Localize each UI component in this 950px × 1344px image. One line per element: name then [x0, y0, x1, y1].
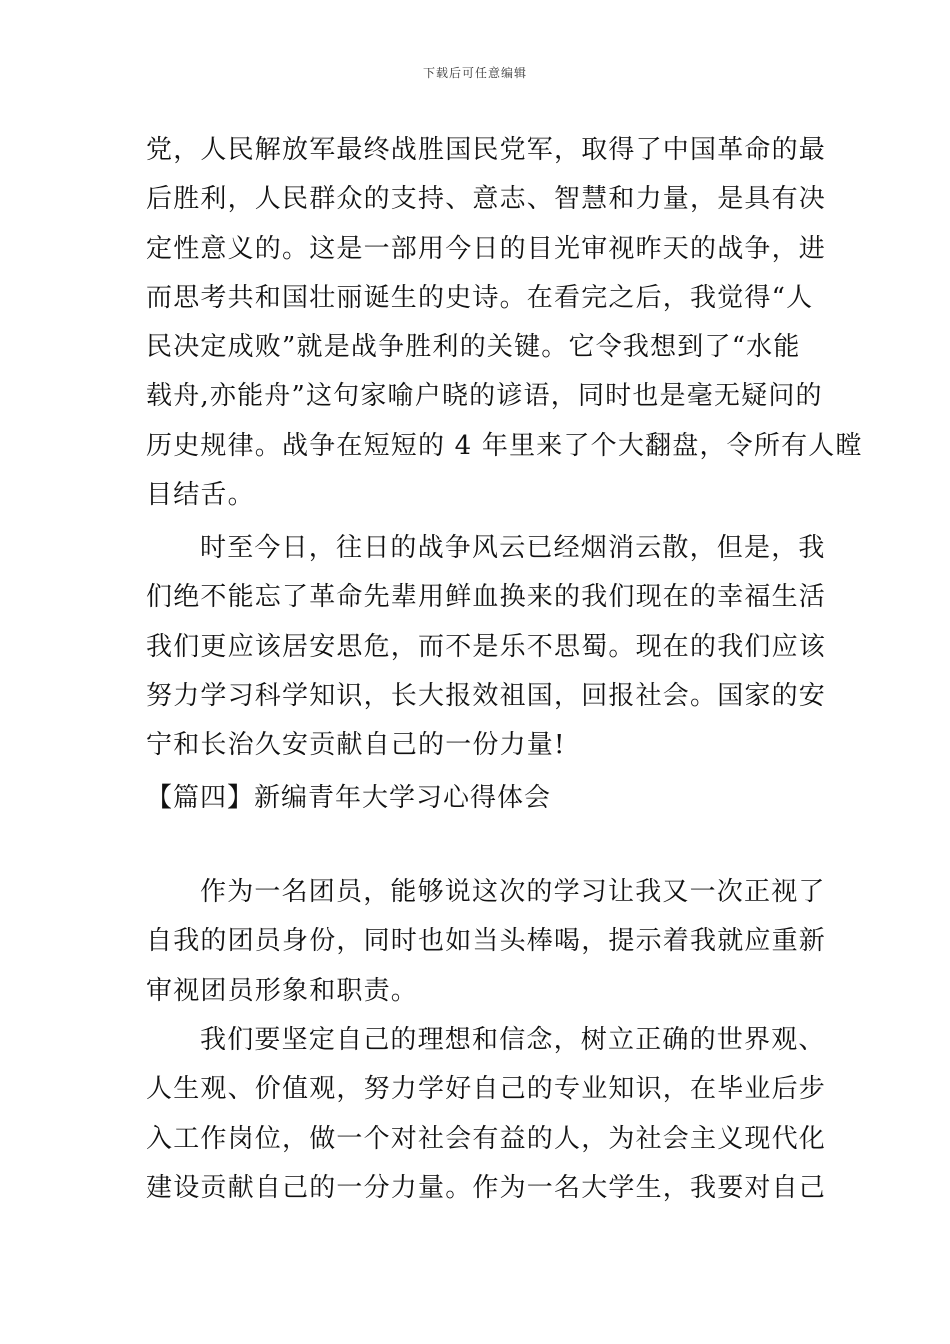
paragraph-line: 努力学习科学知识，长大报效祖国，回报社会。国家的安: [146, 680, 827, 711]
paragraph-line: 入工作岗位，做一个对社会有益的人，为社会主义现代化: [146, 1123, 827, 1154]
paragraph-1: [146, 126, 863, 520]
paragraph-line: 自我的团员身份，同时也如当头棒喝，提示着我就应重新: [146, 926, 827, 957]
paragraph-line: 民决定成败”就是战争胜利的关键。它令我想到了“水能: [146, 332, 801, 363]
section-paragraph-1: [146, 868, 827, 1016]
paragraph-line: 作为一名团员，能够说这次的学习让我又一次正视了: [200, 877, 826, 907]
section-heading: 【篇四】新编青年大学习心得体会: [146, 783, 552, 813]
paragraph-line: 历史规律。战争在短短的 4 年里来了个大翻盘，令所有人瞠: [146, 430, 863, 461]
paragraph-line: 目结舌。: [146, 480, 255, 511]
paragraph-2: [146, 524, 827, 770]
paragraph-line: 载舟,亦能舟”这句家喻户晓的谚语，同时也是毫无疑问的: [146, 381, 823, 412]
paragraph-line: 后胜利，人民群众的支持、意志、智慧和力量，是具有决: [146, 184, 827, 215]
paragraph-line: 们绝不能忘了革命先辈用鲜血换来的我们现在的幸福生活: [146, 582, 827, 613]
paragraph-line: 人生观、价值观，努力学好自己的专业知识，在毕业后步: [146, 1074, 827, 1105]
paragraph-line: 宁和长治久安贡献自己的一份力量!: [146, 730, 566, 761]
paragraph-line: 时至今日，往日的战争风云已经烟消云散，但是，我: [200, 533, 826, 563]
paragraph-line: 我们要坚定自己的理想和信念，树立正确的世界观、: [200, 1025, 826, 1055]
paragraph-line: 定性意义的。这是一部用今日的目光审视昨天的战争，进: [146, 233, 827, 264]
paragraph-line: 审视团员形象和职责。: [146, 975, 419, 1006]
section-paragraph-2: [146, 1016, 827, 1213]
paragraph-line: 党，人民解放军最终战胜国民党军，取得了中国革命的最: [146, 135, 827, 165]
header-note: 下载后可任意编辑: [422, 66, 527, 80]
paragraph-line: 我们更应该居安思危，而不是乐不思蜀。现在的我们应该: [146, 631, 827, 662]
paragraph-line: 建设贡献自己的一分力量。作为一名大学生，我要对自己: [146, 1172, 827, 1203]
paragraph-line: 而思考共和国壮丽诞生的史诗。在看完之后，我觉得“人: [146, 282, 814, 313]
